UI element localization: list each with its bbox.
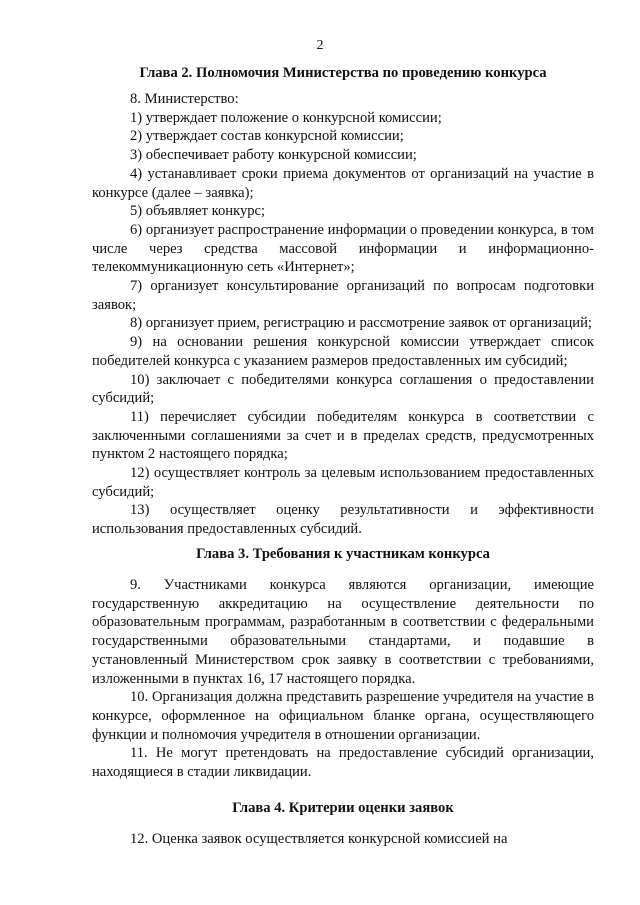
paragraph: 12. Оценка заявок осуществляется конкурсной комиссией на [130, 831, 508, 847]
paragraph: 7) организует консультирование организаций по вопросам подготовки заявок; [92, 278, 594, 313]
chapter-2-title: Глава 2. Полномочия Министерства по проведению конкурса [139, 65, 547, 81]
paragraph: 4) устанавливает сроки приема документов от организаций на участие в конкурсе (далее – заявка); [92, 165, 594, 201]
paragraph: 12) осуществляет контроль за целевым использованием предоставленных субсидий; [92, 465, 594, 500]
paragraph: 5) объявляет конкурс; [130, 203, 266, 220]
paragraph: 1) утверждает положение о конкурсной комиссии; [130, 109, 442, 126]
paragraph: 2) утверждает состав конкурсной комиссии; [130, 128, 404, 145]
paragraph: 11) перечисляет субсидии победителям конкурса в соответствии с заключенными соглашениями за счет и в пределах средств, предусмотренных пунктом 2 настоящего порядка; [92, 408, 594, 463]
paragraph: 10. Организация должна представить разрешение учредителя на участие в конкурсе, оформленное на официальном бланке органа, осуществляющего функции и полномочия учредителя в отношении организации. [92, 689, 594, 743]
chapter-3-body [92, 576, 594, 782]
paragraph: 10) заключает с победителями конкурса соглашения о предоставлении субсидий; [92, 371, 594, 407]
paragraph: 9) на основании решения конкурсной комиссии утверждает список победителей конкурса с указанием размеров предоставленных им субсидий; [92, 334, 594, 369]
chapter-2-body [92, 90, 594, 539]
paragraph: 8. Министерство: [130, 91, 239, 107]
paragraph: 13) осуществляет оценку результативности и эффективности использования предоставленных субсидий. [92, 502, 594, 538]
paragraph: 6) организует распространение информации о проведении конкурса, в том числе через средства массовой информации и информационно-телекоммуникационную сеть «Интернет»; [92, 221, 594, 276]
chapter-4-title: Глава 4. Критерии оценки заявок [232, 800, 454, 816]
paragraph: 9. Участниками конкурса являются организации, имеющие государственную аккредитацию на осуществление деятельности по образовательным программам, разработанным в соответствии с федеральными государственными образовательными стандартами, и подавшие в установленный Министерством срок заявку в соответствии с требованиями, изложенными в пунктах 16, 17 настоящего порядка. [92, 577, 594, 687]
paragraph: 3) обеспечивает работу конкурсной комиссии; [130, 147, 417, 164]
chapter-3-title: Глава 3. Требования к участникам конкурса [196, 546, 490, 562]
chapter-4-body [92, 830, 594, 849]
page-number: 2 [316, 38, 324, 53]
paragraph: 8) организует прием, регистрацию и рассмотрение заявок от организаций; [130, 315, 592, 332]
paragraph: 11. Не могут претендовать на предоставление субсидий организации, находящиеся в стадии ликвидации. [92, 745, 594, 781]
